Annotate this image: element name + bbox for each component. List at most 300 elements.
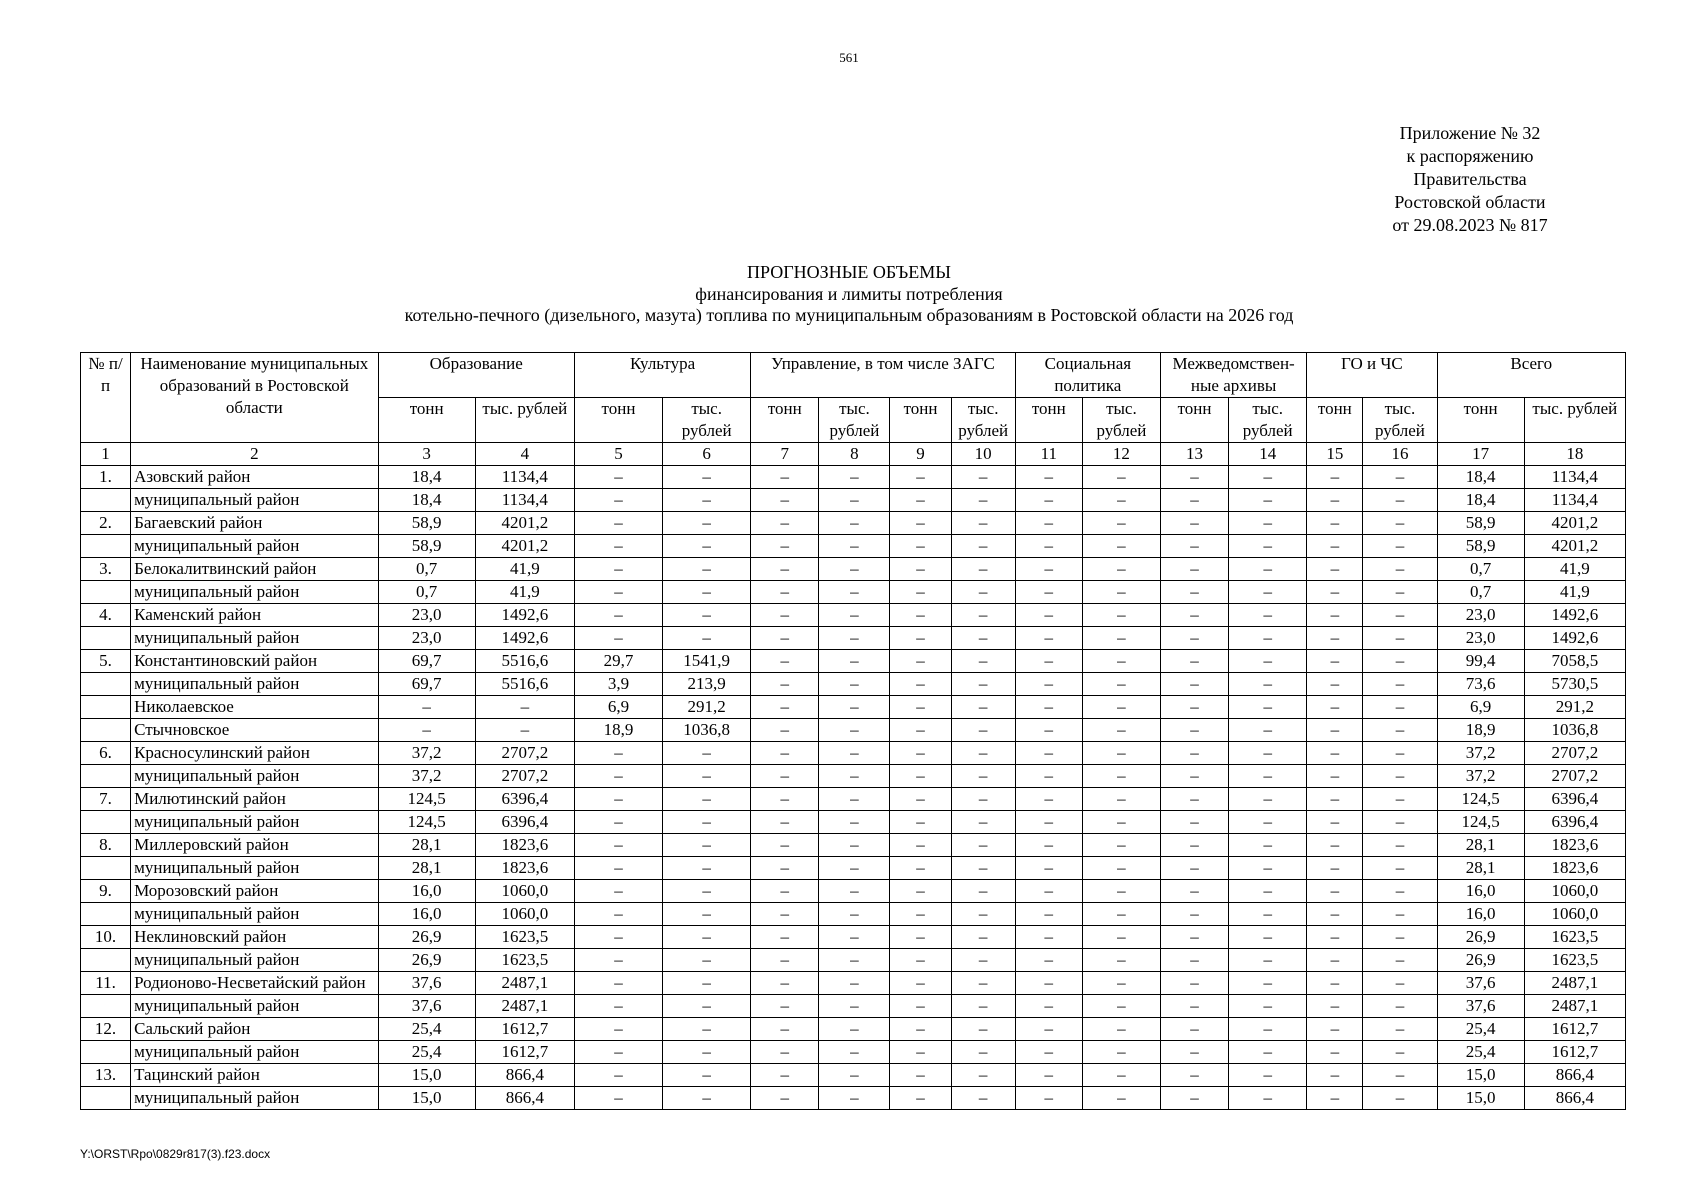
- value-cell: –: [663, 765, 751, 788]
- row-number: [81, 535, 131, 558]
- value-cell: –: [1307, 880, 1363, 903]
- value-cell: –: [475, 719, 574, 742]
- table-row: [81, 558, 1626, 581]
- value-cell: 2487,1: [1524, 995, 1625, 1018]
- value-cell: 2707,2: [1524, 765, 1625, 788]
- table-row: [81, 834, 1626, 857]
- value-cell: 5516,6: [475, 673, 574, 696]
- value-cell: –: [1307, 903, 1363, 926]
- value-cell: –: [819, 788, 890, 811]
- value-cell: –: [819, 995, 890, 1018]
- value-cell: 26,9: [1437, 949, 1524, 972]
- value-cell: –: [1082, 581, 1160, 604]
- value-cell: –: [1015, 558, 1082, 581]
- value-cell: –: [1229, 627, 1307, 650]
- value-cell: 124,5: [378, 811, 475, 834]
- value-cell: –: [951, 650, 1015, 673]
- value-cell: –: [951, 857, 1015, 880]
- value-cell: –: [1307, 535, 1363, 558]
- value-cell: –: [1160, 765, 1228, 788]
- title-line-2: финансирования и лимиты потребления: [695, 283, 1003, 304]
- header-unit-rubles: тыс. рублей: [1363, 398, 1437, 443]
- value-cell: –: [890, 972, 951, 995]
- value-cell: –: [574, 811, 662, 834]
- value-cell: 18,4: [1437, 489, 1524, 512]
- value-cell: –: [890, 535, 951, 558]
- value-cell: 26,9: [1437, 926, 1524, 949]
- value-cell: –: [1363, 1087, 1437, 1110]
- value-cell: –: [1082, 972, 1160, 995]
- municipality-name: муниципальный район: [131, 489, 378, 512]
- value-cell: –: [751, 673, 819, 696]
- value-cell: –: [890, 627, 951, 650]
- value-cell: –: [1363, 857, 1437, 880]
- value-cell: –: [951, 926, 1015, 949]
- value-cell: –: [951, 834, 1015, 857]
- value-cell: –: [1363, 650, 1437, 673]
- value-cell: –: [1307, 489, 1363, 512]
- value-cell: –: [1307, 949, 1363, 972]
- municipality-name: Миллеровский район: [131, 834, 378, 857]
- value-cell: –: [1160, 1041, 1228, 1064]
- value-cell: 1060,0: [475, 903, 574, 926]
- value-cell: 1612,7: [1524, 1041, 1625, 1064]
- row-number: [81, 903, 131, 926]
- value-cell: –: [574, 972, 662, 995]
- value-cell: 0,7: [1437, 558, 1524, 581]
- value-cell: –: [1160, 880, 1228, 903]
- municipality-name: муниципальный район: [131, 857, 378, 880]
- value-cell: 58,9: [1437, 512, 1524, 535]
- value-cell: 58,9: [378, 535, 475, 558]
- value-cell: –: [1082, 949, 1160, 972]
- value-cell: –: [1307, 811, 1363, 834]
- value-cell: 124,5: [1437, 788, 1524, 811]
- value-cell: –: [819, 581, 890, 604]
- value-cell: 28,1: [378, 857, 475, 880]
- municipality-name: Белокалитвинский район: [131, 558, 378, 581]
- value-cell: –: [751, 535, 819, 558]
- value-cell: –: [574, 489, 662, 512]
- municipality-name: муниципальный район: [131, 765, 378, 788]
- value-cell: –: [1363, 627, 1437, 650]
- value-cell: –: [1015, 673, 1082, 696]
- column-number: 10: [951, 443, 1015, 466]
- value-cell: 0,7: [378, 581, 475, 604]
- column-number: 3: [378, 443, 475, 466]
- value-cell: 37,6: [1437, 972, 1524, 995]
- column-number: 7: [751, 443, 819, 466]
- value-cell: –: [1229, 512, 1307, 535]
- value-cell: –: [1363, 834, 1437, 857]
- value-cell: –: [819, 972, 890, 995]
- row-number: 3.: [81, 558, 131, 581]
- value-cell: –: [890, 604, 951, 627]
- value-cell: 69,7: [378, 673, 475, 696]
- value-cell: –: [1229, 489, 1307, 512]
- column-number: 6: [663, 443, 751, 466]
- value-cell: –: [1363, 949, 1437, 972]
- value-cell: –: [1229, 558, 1307, 581]
- value-cell: –: [1082, 880, 1160, 903]
- value-cell: 0,7: [378, 558, 475, 581]
- value-cell: –: [1015, 765, 1082, 788]
- table-row: [81, 903, 1626, 926]
- value-cell: –: [751, 788, 819, 811]
- value-cell: –: [1229, 466, 1307, 489]
- municipality-name: Неклиновский район: [131, 926, 378, 949]
- value-cell: –: [663, 466, 751, 489]
- value-cell: –: [574, 466, 662, 489]
- value-cell: 2487,1: [475, 972, 574, 995]
- value-cell: 25,4: [1437, 1018, 1524, 1041]
- value-cell: 1134,4: [1524, 466, 1625, 489]
- table-row: [81, 512, 1626, 535]
- value-cell: 58,9: [1437, 535, 1524, 558]
- table-row: [81, 489, 1626, 512]
- value-cell: –: [1363, 1041, 1437, 1064]
- value-cell: –: [1307, 834, 1363, 857]
- value-cell: 58,9: [378, 512, 475, 535]
- value-cell: 1134,4: [475, 466, 574, 489]
- value-cell: 1612,7: [475, 1041, 574, 1064]
- value-cell: –: [1160, 604, 1228, 627]
- value-cell: –: [751, 834, 819, 857]
- value-cell: 124,5: [1437, 811, 1524, 834]
- municipality-name: Константиновский район: [131, 650, 378, 673]
- value-cell: –: [890, 834, 951, 857]
- municipality-name: муниципальный район: [131, 535, 378, 558]
- value-cell: 26,9: [378, 926, 475, 949]
- value-cell: –: [1363, 581, 1437, 604]
- value-cell: –: [890, 719, 951, 742]
- value-cell: –: [819, 1087, 890, 1110]
- value-cell: –: [1082, 1018, 1160, 1041]
- value-cell: –: [1363, 995, 1437, 1018]
- value-cell: 73,6: [1437, 673, 1524, 696]
- header-unit-rubles: тыс. рублей: [475, 398, 574, 443]
- value-cell: –: [951, 1087, 1015, 1110]
- value-cell: –: [1229, 834, 1307, 857]
- value-cell: –: [663, 535, 751, 558]
- value-cell: 0,7: [1437, 581, 1524, 604]
- annex-line: к распоряжению: [1406, 146, 1534, 166]
- value-cell: –: [819, 535, 890, 558]
- value-cell: –: [1015, 719, 1082, 742]
- value-cell: –: [1082, 1087, 1160, 1110]
- value-cell: –: [1307, 857, 1363, 880]
- municipality-name: муниципальный район: [131, 1087, 378, 1110]
- municipality-name: Стычновское: [131, 719, 378, 742]
- value-cell: –: [819, 650, 890, 673]
- value-cell: –: [1363, 512, 1437, 535]
- value-cell: –: [663, 627, 751, 650]
- value-cell: –: [1015, 604, 1082, 627]
- municipality-name: Сальский район: [131, 1018, 378, 1041]
- table-row: [81, 627, 1626, 650]
- value-cell: –: [1082, 857, 1160, 880]
- fuel-table: [80, 352, 1626, 1110]
- value-cell: –: [574, 903, 662, 926]
- value-cell: –: [663, 811, 751, 834]
- value-cell: –: [1160, 581, 1228, 604]
- header-group-archives: Межведомствен-ные архивы: [1160, 353, 1306, 398]
- value-cell: 2707,2: [475, 742, 574, 765]
- value-cell: –: [663, 834, 751, 857]
- value-cell: –: [751, 903, 819, 926]
- value-cell: –: [819, 811, 890, 834]
- value-cell: –: [1160, 926, 1228, 949]
- value-cell: –: [1015, 512, 1082, 535]
- value-cell: –: [751, 926, 819, 949]
- header-group-civil-defense: ГО и ЧС: [1307, 353, 1437, 398]
- value-cell: –: [890, 558, 951, 581]
- value-cell: –: [574, 742, 662, 765]
- value-cell: 2487,1: [1524, 972, 1625, 995]
- row-number: 6.: [81, 742, 131, 765]
- value-cell: –: [890, 1087, 951, 1110]
- value-cell: –: [819, 673, 890, 696]
- header-group-social: Социальная политика: [1015, 353, 1160, 398]
- value-cell: 37,2: [378, 765, 475, 788]
- table-row: [81, 673, 1626, 696]
- value-cell: –: [890, 903, 951, 926]
- value-cell: –: [1015, 535, 1082, 558]
- value-cell: 15,0: [1437, 1064, 1524, 1087]
- value-cell: –: [1363, 719, 1437, 742]
- value-cell: –: [1015, 489, 1082, 512]
- value-cell: 4201,2: [475, 512, 574, 535]
- municipality-name: Тацинский район: [131, 1064, 378, 1087]
- value-cell: –: [574, 604, 662, 627]
- value-cell: –: [819, 489, 890, 512]
- header-unit-rubles: тыс. рублей: [1082, 398, 1160, 443]
- column-number: 5: [574, 443, 662, 466]
- value-cell: –: [751, 949, 819, 972]
- value-cell: –: [819, 719, 890, 742]
- header-unit-rubles: тыс. рублей: [951, 398, 1015, 443]
- value-cell: 1060,0: [1524, 903, 1625, 926]
- document-title: [0, 262, 1698, 327]
- value-cell: –: [1363, 880, 1437, 903]
- value-cell: 37,6: [378, 972, 475, 995]
- value-cell: –: [1363, 926, 1437, 949]
- value-cell: 23,0: [1437, 604, 1524, 627]
- row-number: [81, 627, 131, 650]
- value-cell: –: [819, 604, 890, 627]
- value-cell: –: [574, 995, 662, 1018]
- value-cell: –: [951, 512, 1015, 535]
- value-cell: 37,2: [1437, 765, 1524, 788]
- value-cell: –: [1160, 834, 1228, 857]
- column-number-row: [81, 443, 1626, 466]
- title-line-3: котельно-печного (дизельного, мазута) топлива по муниципальным образованиям в Ростовской области на 2026 год: [404, 305, 1294, 325]
- value-cell: –: [1363, 673, 1437, 696]
- value-cell: 26,9: [378, 949, 475, 972]
- value-cell: –: [751, 558, 819, 581]
- value-cell: –: [1015, 857, 1082, 880]
- value-cell: –: [1307, 558, 1363, 581]
- header-group-education: Образование: [378, 353, 574, 398]
- value-cell: –: [574, 765, 662, 788]
- value-cell: –: [1082, 765, 1160, 788]
- value-cell: –: [1307, 673, 1363, 696]
- value-cell: –: [1229, 949, 1307, 972]
- value-cell: –: [574, 880, 662, 903]
- table-row: [81, 604, 1626, 627]
- value-cell: –: [1229, 535, 1307, 558]
- value-cell: 1823,6: [1524, 834, 1625, 857]
- value-cell: –: [751, 995, 819, 1018]
- header-unit-rubles: тыс. рублей: [663, 398, 751, 443]
- value-cell: –: [1229, 811, 1307, 834]
- value-cell: –: [1082, 742, 1160, 765]
- value-cell: –: [890, 673, 951, 696]
- value-cell: –: [574, 949, 662, 972]
- value-cell: –: [751, 719, 819, 742]
- value-cell: –: [1363, 604, 1437, 627]
- row-number: 2.: [81, 512, 131, 535]
- value-cell: –: [663, 972, 751, 995]
- value-cell: 1492,6: [475, 627, 574, 650]
- value-cell: –: [1082, 604, 1160, 627]
- value-cell: –: [574, 1064, 662, 1087]
- value-cell: –: [1160, 673, 1228, 696]
- value-cell: –: [663, 604, 751, 627]
- value-cell: –: [1307, 650, 1363, 673]
- header-unit-tons: тонн: [751, 398, 819, 443]
- value-cell: 28,1: [1437, 857, 1524, 880]
- value-cell: –: [751, 811, 819, 834]
- value-cell: 1492,6: [1524, 604, 1625, 627]
- value-cell: –: [1160, 696, 1228, 719]
- table-row: [81, 742, 1626, 765]
- value-cell: –: [1015, 788, 1082, 811]
- value-cell: 213,9: [663, 673, 751, 696]
- value-cell: –: [890, 696, 951, 719]
- value-cell: –: [663, 857, 751, 880]
- value-cell: –: [1082, 903, 1160, 926]
- row-number: 7.: [81, 788, 131, 811]
- value-cell: 29,7: [574, 650, 662, 673]
- value-cell: –: [1229, 857, 1307, 880]
- header-unit-tons: тонн: [1307, 398, 1363, 443]
- value-cell: –: [819, 765, 890, 788]
- value-cell: –: [751, 512, 819, 535]
- value-cell: 1823,6: [475, 857, 574, 880]
- header-unit-rubles: тыс. рублей: [1524, 398, 1625, 443]
- value-cell: –: [1082, 466, 1160, 489]
- value-cell: 3,9: [574, 673, 662, 696]
- value-cell: –: [574, 834, 662, 857]
- column-number: 1: [81, 443, 131, 466]
- value-cell: –: [1160, 949, 1228, 972]
- value-cell: –: [1082, 512, 1160, 535]
- value-cell: 28,1: [1437, 834, 1524, 857]
- municipality-name: муниципальный район: [131, 995, 378, 1018]
- value-cell: –: [890, 650, 951, 673]
- value-cell: –: [751, 466, 819, 489]
- value-cell: 1060,0: [475, 880, 574, 903]
- value-cell: 1823,6: [1524, 857, 1625, 880]
- value-cell: –: [663, 995, 751, 1018]
- municipality-name: муниципальный район: [131, 903, 378, 926]
- value-cell: –: [751, 857, 819, 880]
- value-cell: –: [890, 880, 951, 903]
- value-cell: 6396,4: [1524, 811, 1625, 834]
- value-cell: –: [1363, 489, 1437, 512]
- row-number: [81, 857, 131, 880]
- value-cell: –: [951, 880, 1015, 903]
- value-cell: –: [951, 627, 1015, 650]
- table-row: [81, 949, 1626, 972]
- value-cell: 15,0: [378, 1087, 475, 1110]
- row-number: [81, 1041, 131, 1064]
- row-number: [81, 1087, 131, 1110]
- value-cell: 41,9: [475, 581, 574, 604]
- value-cell: 1541,9: [663, 650, 751, 673]
- value-cell: –: [951, 765, 1015, 788]
- value-cell: –: [1229, 581, 1307, 604]
- value-cell: –: [1015, 880, 1082, 903]
- value-cell: –: [663, 489, 751, 512]
- value-cell: 37,6: [378, 995, 475, 1018]
- value-cell: –: [1229, 1041, 1307, 1064]
- value-cell: 37,2: [378, 742, 475, 765]
- table-row: [81, 788, 1626, 811]
- header-group-culture: Культура: [574, 353, 750, 398]
- value-cell: –: [751, 581, 819, 604]
- value-cell: –: [1015, 742, 1082, 765]
- value-cell: –: [1015, 1041, 1082, 1064]
- value-cell: –: [1307, 1064, 1363, 1087]
- value-cell: –: [1160, 535, 1228, 558]
- value-cell: –: [751, 972, 819, 995]
- value-cell: –: [951, 535, 1015, 558]
- column-number: 13: [1160, 443, 1228, 466]
- table-row: [81, 811, 1626, 834]
- value-cell: 16,0: [378, 903, 475, 926]
- value-cell: –: [819, 512, 890, 535]
- value-cell: –: [574, 1018, 662, 1041]
- value-cell: –: [1307, 696, 1363, 719]
- value-cell: –: [663, 926, 751, 949]
- value-cell: 15,0: [378, 1064, 475, 1087]
- table-row: [81, 880, 1626, 903]
- value-cell: –: [1160, 857, 1228, 880]
- value-cell: –: [951, 719, 1015, 742]
- value-cell: 69,7: [378, 650, 475, 673]
- value-cell: –: [1160, 558, 1228, 581]
- value-cell: –: [1229, 696, 1307, 719]
- value-cell: –: [663, 512, 751, 535]
- value-cell: –: [951, 466, 1015, 489]
- value-cell: –: [1160, 972, 1228, 995]
- table-row: [81, 972, 1626, 995]
- value-cell: –: [1229, 880, 1307, 903]
- value-cell: –: [751, 696, 819, 719]
- value-cell: 1623,5: [475, 926, 574, 949]
- value-cell: –: [1082, 926, 1160, 949]
- value-cell: –: [951, 581, 1015, 604]
- row-number: 11.: [81, 972, 131, 995]
- header-unit-tons: тонн: [574, 398, 662, 443]
- value-cell: –: [1160, 788, 1228, 811]
- value-cell: –: [663, 742, 751, 765]
- file-path-footer: Y:\ORST\Rpo\0829r817(3).f23.docx: [80, 1147, 271, 1161]
- header-unit-rubles: тыс. рублей: [819, 398, 890, 443]
- row-number: [81, 489, 131, 512]
